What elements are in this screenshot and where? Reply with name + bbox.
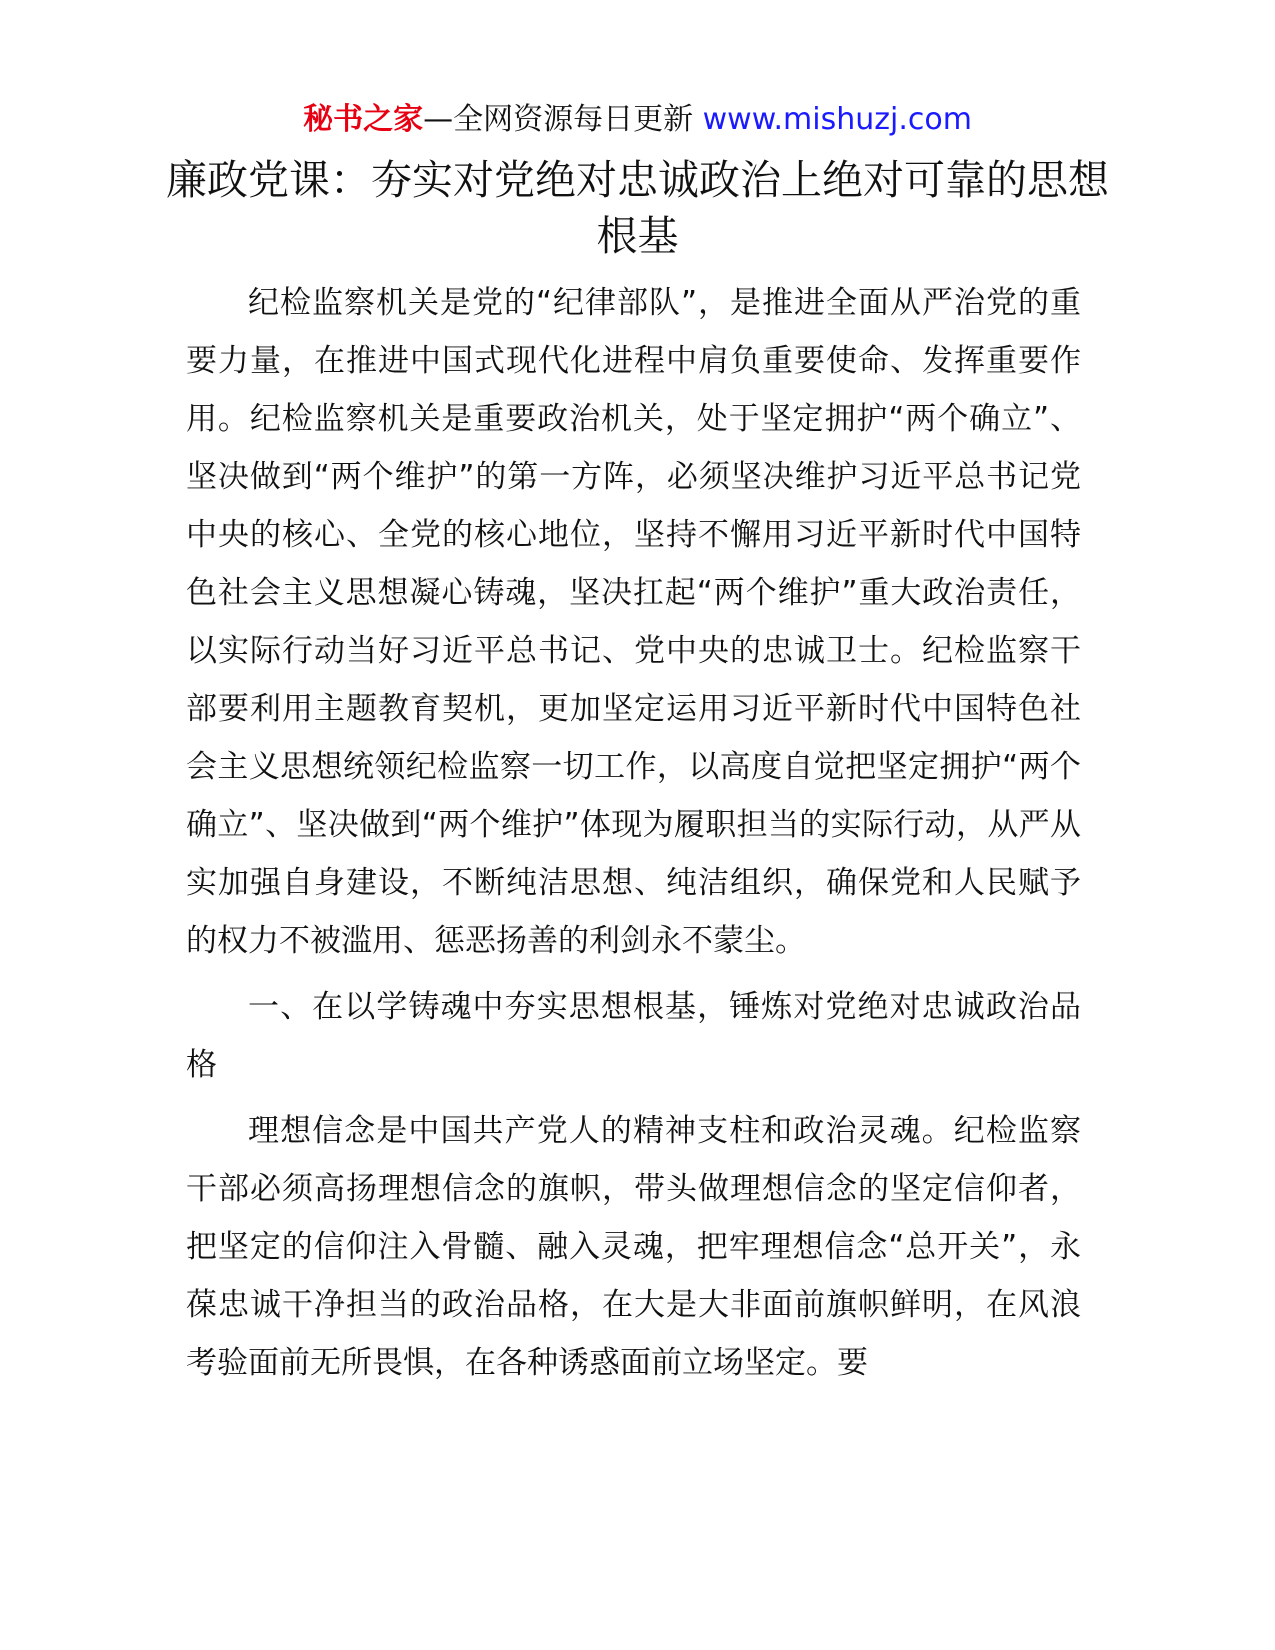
section-heading-1: 一、在以学铸魂中夯实思想根基，锤炼对党绝对忠诚政治品格: [186, 989, 1081, 1083]
document-body: [186, 274, 1081, 1392]
site-url-link[interactable]: www.mishuzj.com: [702, 102, 972, 137]
brand-name: 秘书之家: [303, 102, 424, 137]
paragraph-section-1: 理想信念是中国共产党人的精神支柱和政治灵魂。纪检监察干部必须高扬理想信念的旗帜，带头做理想信念的坚定信仰者，把坚定的信仰注入骨髓、融入灵魂，把牢理想信念“总开关”，永葆忠诚干净担当的政治品格，在大是大非面前旗帜鲜明，在风浪考验面前无所畏惧，在各种诱惑面前立场坚定。要: [186, 1113, 1081, 1381]
document-title: 廉政党课：夯实对党绝对忠诚政治上绝对可靠的思想根基: [166, 156, 1109, 260]
header-tagline: —全网资源每日更新: [423, 102, 703, 137]
paragraph-intro: 纪检监察机关是党的“纪律部队”，是推进全面从严治党的重要力量，在推进中国式现代化进程中肩负重要使命、发挥重要作用。纪检监察机关是重要政治机关，处于坚定拥护“两个确立”、坚决做到“两个维护”的第一方阵，必须坚决维护习近平总书记党中央的核心、全党的核心地位，坚持不懈用习近平新时代中国特色社会主义思想凝心铸魂，坚决扛起“两个维护”重大政治责任，以实际行动当好习近平总书记、党中央的忠诚卫士。纪检监察干部要利用主题教育契机，更加坚定运用习近平新时代中国特色社会主义思想统领纪检监察一切工作，以高度自觉把坚定拥护“两个确立”、坚决做到“两个维护”体现为履职担当的实际行动，从严从实加强自身建设，不断纯洁思想、纯洁组织，确保党和人民赋予的权力不被滥用、惩恶扬善的利剑永不蒙尘。: [186, 285, 1081, 959]
site-header: [0, 100, 1275, 140]
